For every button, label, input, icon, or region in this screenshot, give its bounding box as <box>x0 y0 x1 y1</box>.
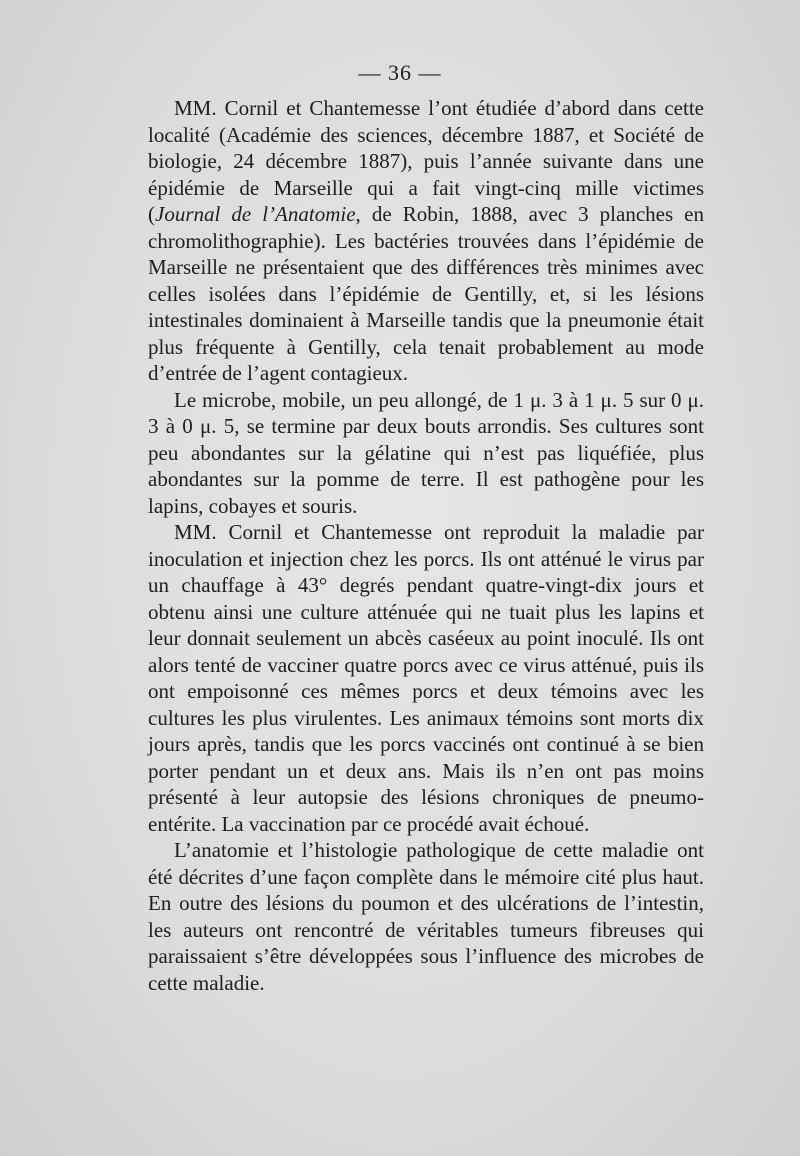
body-text <box>148 95 704 996</box>
paragraph-3: MM. Cornil et Chantemesse ont reproduit la maladie par inoculation et injection chez les porcs. Ils ont atténué le virus par un chauffage à 43° degrés pendant quatre-vingt-dix jours et obtenu ainsi une culture atténuée qui ne tuait plus les lapins et leur donnait seulement un abcès caséeux au point inoculé. Ils ont alors tenté de vacciner quatre porcs avec ce virus atténué, puis ils ont empoisonné ces mêmes porcs et deux témoins avec les cultures les plus virulentes. Les animaux témoins sont morts dix jours après, tandis que les porcs vaccinés ont continué à se bien porter pendant un et deux ans. Mais ils n’en ont pas moins présenté à leur autopsie des lésions chroniques de pneumo-entérite. La vaccination par ce procédé avait échoué. <box>148 520 704 836</box>
page-number: — 36 — <box>358 60 442 85</box>
paragraph-1-text-a: MM. Cornil et Chantemesse l’ont étudiée d’abord dans cette localité (Académie des sciences, décembre 1887, et Société de biologie, 24 décembre 1887), puis l’année suivante dans une épidémie de Marseille qui a fait vingt-cinq mille victimes ( <box>148 96 704 226</box>
paragraph-1 <box>148 95 704 387</box>
paragraph-1-text-b: , de Robin, 1888, avec 3 planches en chromolithographie). Les bactéries trouvées dans l’épidémie de Marseille ne présentaient que des différences très minimes avec celles isolées dans l’épidémie de Gentilly, et, si les lésions intestinales dominaient à Marseille tandis que la pneumonie était plus fréquente à Gentilly, cela tenait probablement au mode d’entrée de l’agent contagieux. <box>148 202 704 385</box>
paragraph-4: L’anatomie et l’histologie pathologique de cette maladie ont été décrites d’une façon complète dans le mémoire cité plus haut. En outre des lésions du poumon et des ulcérations de l’intestin, les auteurs ont rencontré de véritables tumeurs fibreuses qui paraissaient s’être développées sous l’influence des microbes de cette maladie. <box>148 838 704 995</box>
paragraph-2: Le microbe, mobile, un peu allongé, de 1 μ. 3 à 1 μ. 5 sur 0 μ. 3 à 0 μ. 5, se termine par deux bouts arrondis. Ses cultures sont peu abondantes sur la gélatine qui n’est pas liquéfiée, plus abondantes sur la pomme de terre. Il est pathogène pour les lapins, cobayes et souris. <box>148 387 704 518</box>
journal-title: Journal de l’Anatomie <box>155 202 356 226</box>
